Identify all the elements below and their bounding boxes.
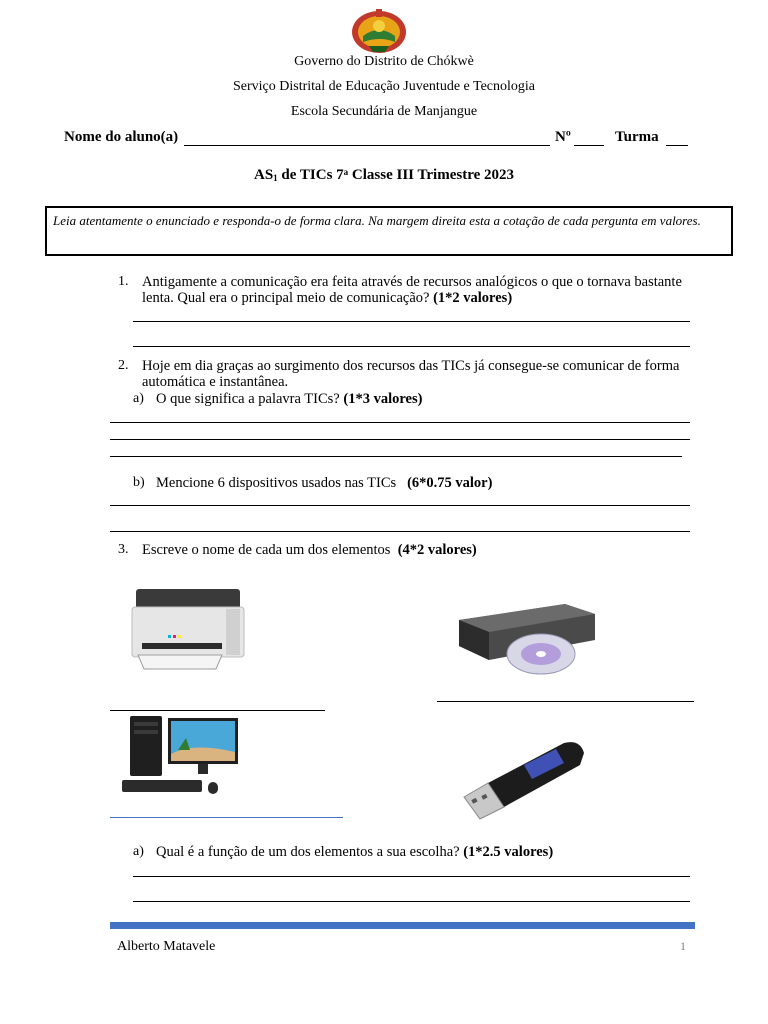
printer-icon bbox=[128, 585, 248, 673]
instructions-box bbox=[45, 206, 733, 256]
question-3: Escreve o nome de cada um dos elementos (4*2 valores) bbox=[142, 542, 477, 558]
answer-line[interactable] bbox=[110, 456, 682, 457]
answer-line[interactable] bbox=[110, 505, 690, 506]
question-3a-label: a) bbox=[133, 844, 144, 859]
answer-line[interactable] bbox=[110, 531, 690, 532]
question-2b-label: b) bbox=[133, 475, 145, 490]
answer-line[interactable] bbox=[133, 321, 690, 322]
footer-author: Alberto Matavele bbox=[117, 939, 216, 954]
usb-drive-icon bbox=[460, 735, 588, 821]
question-2a: O que significa a palavra TICs? (1*3 valores) bbox=[156, 391, 423, 407]
district-service-title: Serviço Distrital de Educação Juventude e Tecnologia bbox=[233, 79, 535, 94]
student-name-field[interactable] bbox=[184, 145, 550, 146]
answer-line[interactable] bbox=[133, 876, 690, 877]
answer-line[interactable] bbox=[110, 710, 325, 711]
answer-line[interactable] bbox=[110, 439, 690, 440]
question-3a: Qual é a função de um dos elementos a sua escolha? (1*2.5 valores) bbox=[156, 844, 554, 860]
footer-bar bbox=[110, 922, 695, 929]
question-1: Antigamente a comunicação era feita através de recursos analógicos o que o tornava bastante lenta. Qual era o principal meio de comunicação? (1*2 valores) bbox=[142, 274, 682, 306]
emblem-icon bbox=[349, 6, 409, 54]
answer-line[interactable] bbox=[110, 422, 690, 423]
question-2a-label: a) bbox=[133, 391, 144, 406]
question-1-number: 1. bbox=[118, 274, 129, 289]
dvd-player-icon bbox=[459, 604, 595, 674]
answer-line[interactable] bbox=[133, 901, 690, 902]
question-2-number: 2. bbox=[118, 358, 129, 373]
number-field[interactable] bbox=[574, 145, 604, 146]
student-name-label: Nome do aluno(a) bbox=[64, 129, 179, 145]
government-title: Governo do Distrito de Chókwè bbox=[294, 54, 474, 69]
page-number: 1 bbox=[680, 939, 686, 953]
class-label: Turma bbox=[615, 129, 659, 145]
question-3-number: 3. bbox=[118, 542, 129, 557]
number-label: Nº bbox=[555, 129, 571, 145]
instructions-text: Leia atentamente o enunciado e responda-o de forma clara. Na margem direita esta a cotação de cada pergunta em valores. bbox=[53, 213, 701, 228]
desktop-computer-icon bbox=[118, 714, 242, 800]
answer-line[interactable] bbox=[133, 346, 690, 347]
question-2b: Mencione 6 dispositivos usados nas TICs (6*0.75 valor) bbox=[156, 475, 493, 491]
school-name: Escola Secundária de Manjangue bbox=[290, 104, 478, 119]
question-2: Hoje em dia graças ao surgimento dos recursos das TICs já consegue-se comunicar de forma automática e instantânea. bbox=[142, 358, 680, 390]
answer-line[interactable] bbox=[437, 701, 694, 702]
answer-line[interactable] bbox=[110, 817, 343, 818]
exam-title: $AS_1$ de TICs 7$^a$ Classe III Trimestre 2023 bbox=[253, 167, 514, 183]
class-field[interactable] bbox=[666, 145, 688, 146]
